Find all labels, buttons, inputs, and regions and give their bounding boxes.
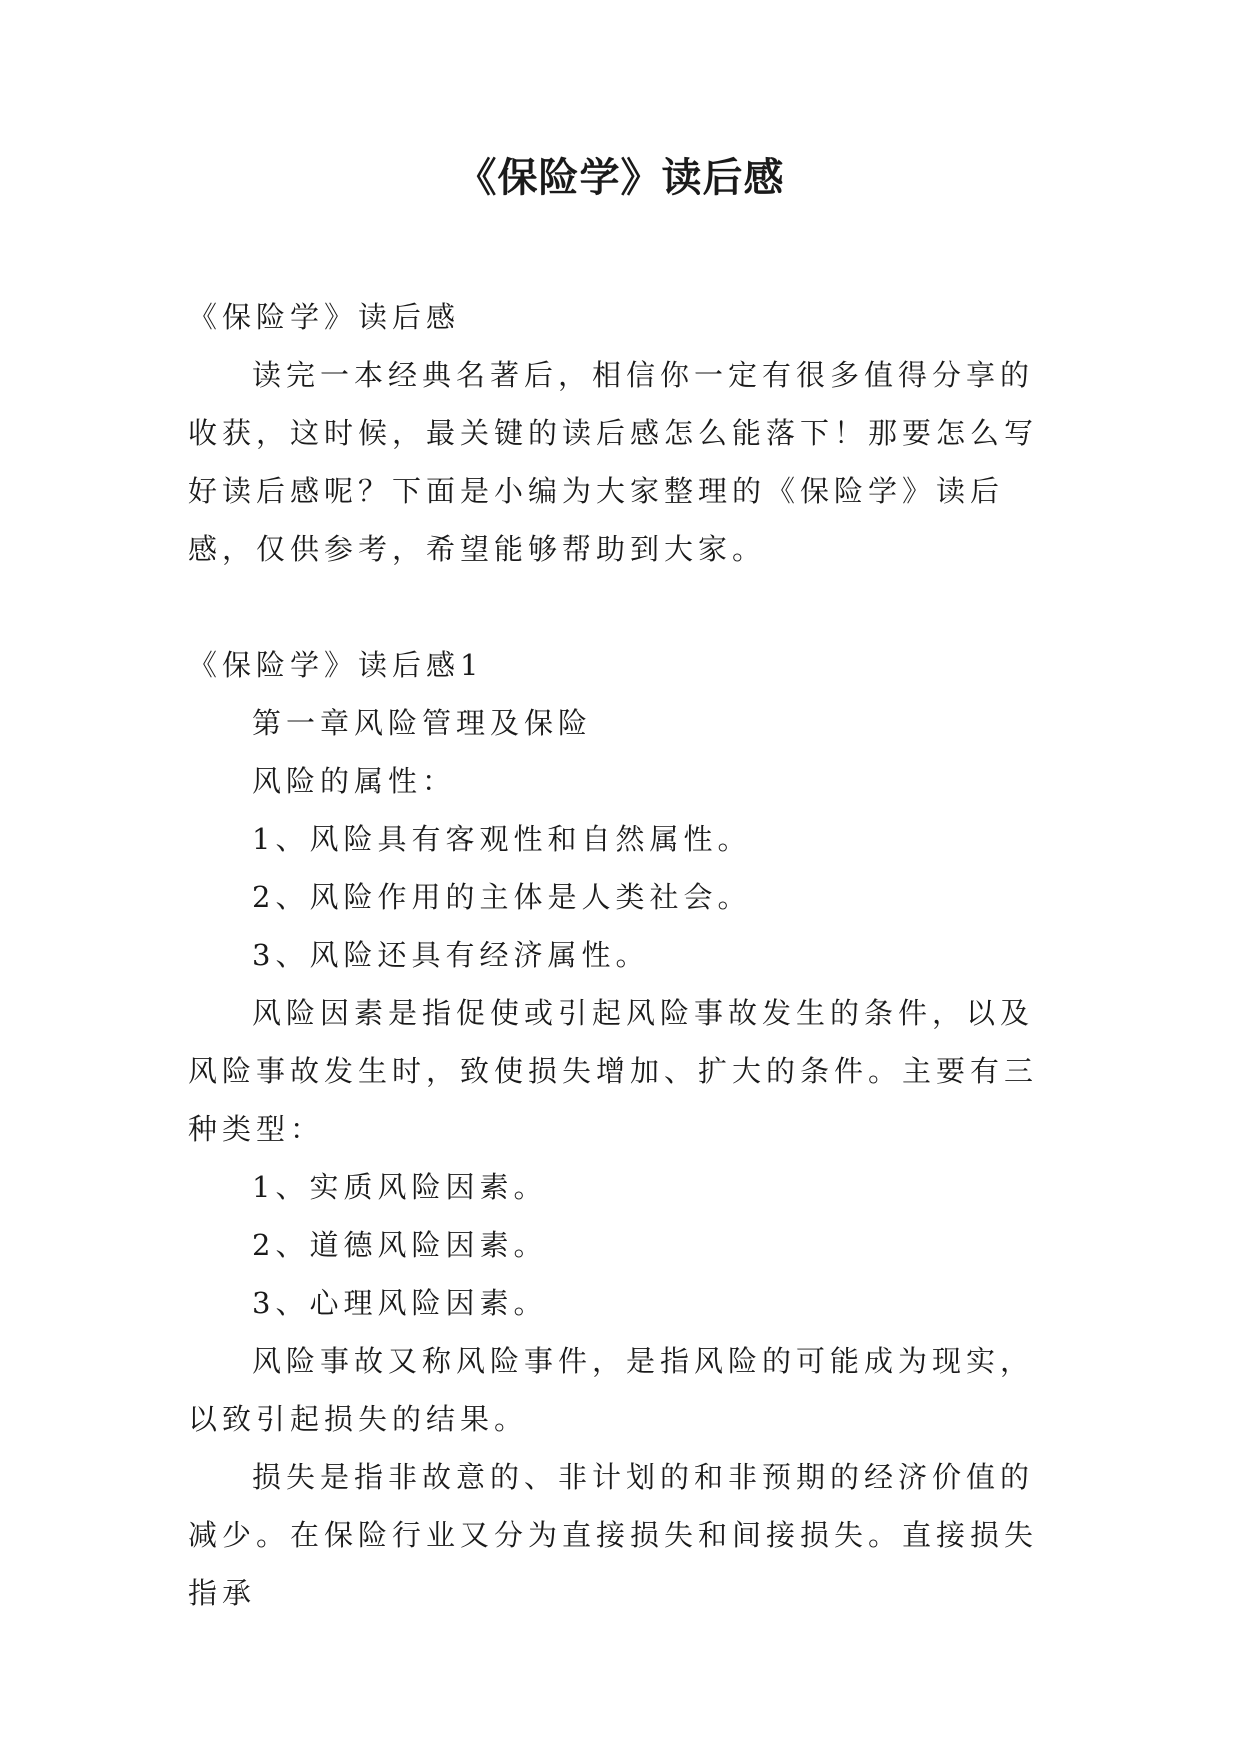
- attributes-label: 风险的属性：: [252, 764, 457, 798]
- document-body: [188, 288, 1053, 1622]
- list-item: 2、道德风险因素。: [252, 1228, 548, 1262]
- intro-paragraph: 读完一本经典名著后，相信你一定有很多值得分享的收获，这时候，最关键的读后感怎么能落下！那要怎么写好读后感呢？下面是小编为大家整理的《保险学》读后感，仅供参考，希望能够帮助到大家。: [188, 358, 1039, 566]
- accident-paragraph: 风险事故又称风险事件，是指风险的可能成为现实，以致引起损失的结果。: [188, 1344, 1035, 1436]
- list-item: 3、心理风险因素。: [252, 1286, 548, 1320]
- section-heading: 《保险学》读后感1: [188, 648, 484, 682]
- list-item: 2、风险作用的主体是人类社会。: [252, 880, 752, 914]
- subtitle: 《保险学》读后感: [188, 300, 461, 334]
- list-item: 1、风险具有客观性和自然属性。: [252, 822, 752, 856]
- chapter-heading: 第一章风险管理及保险: [252, 706, 593, 740]
- loss-paragraph: 损失是指非故意的、非计划的和非预期的经济价值的减少。在保险行业又分为直接损失和间接损失。直接损失指承: [188, 1460, 1039, 1610]
- list-item: 3、风险还具有经济属性。: [252, 938, 650, 972]
- document-title: 《保险学》读后感: [456, 154, 785, 201]
- factors-paragraph: 风险因素是指促使或引起风险事故发生的条件，以及风险事故发生时，致使损失增加、扩大的条件。主要有三种类型：: [188, 996, 1039, 1146]
- list-item: 1、实质风险因素。: [252, 1170, 548, 1204]
